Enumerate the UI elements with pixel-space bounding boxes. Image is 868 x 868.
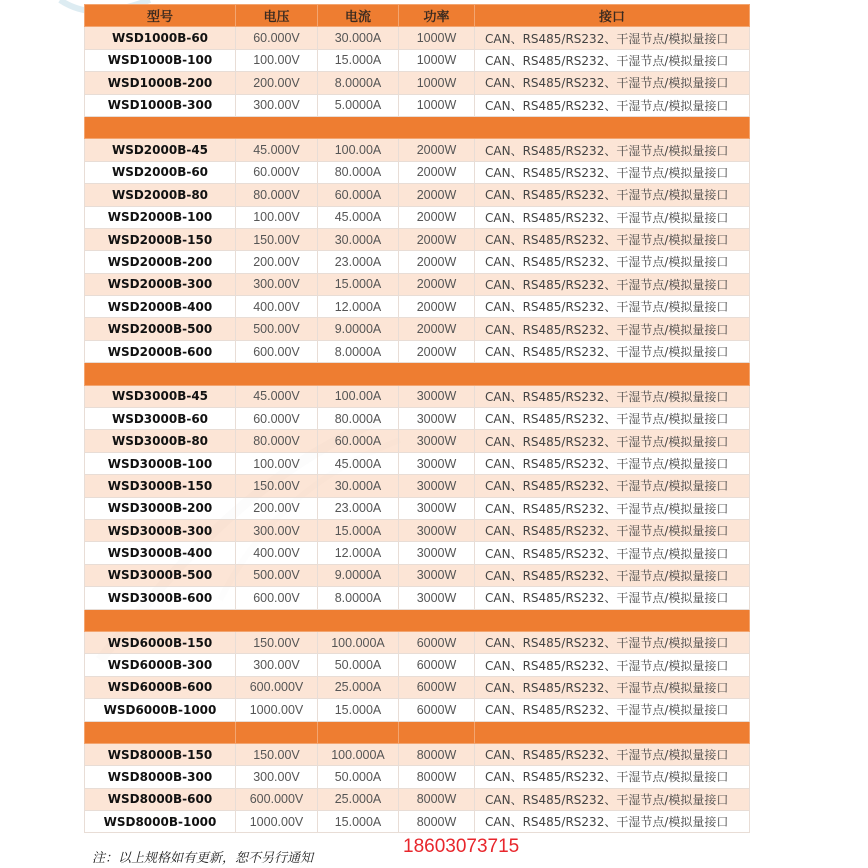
model-cell: WSD2000B-400: [85, 296, 236, 318]
table-row: [85, 811, 750, 833]
current-cell: 80.000A: [318, 161, 399, 183]
power-cell: 3000W: [399, 497, 475, 519]
group-separator-row: [85, 116, 750, 138]
current-cell: 100.00A: [318, 385, 399, 407]
voltage-cell: 200.00V: [236, 497, 318, 519]
power-cell: 6000W: [399, 631, 475, 653]
voltage-cell: 600.000V: [236, 788, 318, 810]
model-cell: WSD3000B-100: [85, 452, 236, 474]
model-cell: WSD3000B-200: [85, 497, 236, 519]
current-cell: 8.0000A: [318, 72, 399, 94]
table-row: [85, 475, 750, 497]
header-interface: 接口: [475, 5, 750, 27]
interface-cell: CAN、RS485/RS232、干湿节点/模拟量接口: [475, 251, 750, 273]
power-cell: 3000W: [399, 408, 475, 430]
current-cell: 25.000A: [318, 788, 399, 810]
table-row: [85, 385, 750, 407]
table-row: [85, 340, 750, 362]
current-cell: 12.000A: [318, 542, 399, 564]
model-cell: WSD2000B-500: [85, 318, 236, 340]
voltage-cell: 150.00V: [236, 228, 318, 250]
current-cell: 30.000A: [318, 228, 399, 250]
current-cell: 25.000A: [318, 676, 399, 698]
current-cell: 15.000A: [318, 49, 399, 71]
table-row: [85, 72, 750, 94]
interface-cell: CAN、RS485/RS232、干湿节点/模拟量接口: [475, 408, 750, 430]
power-cell: 3000W: [399, 385, 475, 407]
interface-cell: CAN、RS485/RS232、干湿节点/模拟量接口: [475, 699, 750, 721]
power-cell: 2000W: [399, 340, 475, 362]
voltage-cell: 600.00V: [236, 340, 318, 362]
interface-cell: CAN、RS485/RS232、干湿节点/模拟量接口: [475, 811, 750, 833]
power-cell: 2000W: [399, 228, 475, 250]
current-cell: 60.000A: [318, 430, 399, 452]
table-row: [85, 519, 750, 541]
table-header-row: [85, 5, 750, 27]
separator-cell: [475, 721, 750, 743]
current-cell: 45.000A: [318, 452, 399, 474]
power-cell: 8000W: [399, 766, 475, 788]
table-row: [85, 273, 750, 295]
model-cell: WSD3000B-600: [85, 587, 236, 609]
power-cell: 3000W: [399, 519, 475, 541]
model-cell: WSD1000B-100: [85, 49, 236, 71]
model-cell: WSD2000B-150: [85, 228, 236, 250]
current-cell: 100.000A: [318, 631, 399, 653]
model-cell: WSD6000B-600: [85, 676, 236, 698]
interface-cell: CAN、RS485/RS232、干湿节点/模拟量接口: [475, 631, 750, 653]
voltage-cell: 400.00V: [236, 296, 318, 318]
power-cell: 1000W: [399, 27, 475, 49]
current-cell: 15.000A: [318, 519, 399, 541]
power-cell: 3000W: [399, 587, 475, 609]
power-cell: 6000W: [399, 699, 475, 721]
power-cell: 2000W: [399, 296, 475, 318]
current-cell: 30.000A: [318, 475, 399, 497]
table-row: [85, 27, 750, 49]
voltage-cell: 300.00V: [236, 94, 318, 116]
interface-cell: CAN、RS485/RS232、干湿节点/模拟量接口: [475, 766, 750, 788]
current-cell: 60.000A: [318, 184, 399, 206]
interface-cell: CAN、RS485/RS232、干湿节点/模拟量接口: [475, 49, 750, 71]
model-cell: WSD2000B-80: [85, 184, 236, 206]
power-cell: 8000W: [399, 788, 475, 810]
interface-cell: CAN、RS485/RS232、干湿节点/模拟量接口: [475, 497, 750, 519]
power-cell: 3000W: [399, 542, 475, 564]
current-cell: 50.000A: [318, 766, 399, 788]
voltage-cell: 150.00V: [236, 631, 318, 653]
model-cell: WSD1000B-200: [85, 72, 236, 94]
voltage-cell: 45.000V: [236, 385, 318, 407]
model-cell: WSD2000B-600: [85, 340, 236, 362]
model-cell: WSD3000B-400: [85, 542, 236, 564]
table-row: [85, 49, 750, 71]
voltage-cell: 150.00V: [236, 475, 318, 497]
current-cell: 80.000A: [318, 408, 399, 430]
voltage-cell: 45.000V: [236, 139, 318, 161]
model-cell: WSD8000B-300: [85, 766, 236, 788]
voltage-cell: 1000.00V: [236, 699, 318, 721]
table-row: [85, 766, 750, 788]
current-cell: 5.0000A: [318, 94, 399, 116]
table-row: [85, 542, 750, 564]
interface-cell: CAN、RS485/RS232、干湿节点/模拟量接口: [475, 161, 750, 183]
model-cell: WSD2000B-45: [85, 139, 236, 161]
current-cell: 45.000A: [318, 206, 399, 228]
table-row: [85, 564, 750, 586]
interface-cell: CAN、RS485/RS232、干湿节点/模拟量接口: [475, 72, 750, 94]
model-cell: WSD1000B-60: [85, 27, 236, 49]
interface-cell: CAN、RS485/RS232、干湿节点/模拟量接口: [475, 206, 750, 228]
power-cell: 6000W: [399, 676, 475, 698]
power-cell: 1000W: [399, 94, 475, 116]
voltage-cell: 500.00V: [236, 564, 318, 586]
voltage-cell: 600.00V: [236, 587, 318, 609]
separator-cell: [85, 363, 750, 385]
separator-cell: [399, 721, 475, 743]
interface-cell: CAN、RS485/RS232、干湿节点/模拟量接口: [475, 296, 750, 318]
current-cell: 8.0000A: [318, 340, 399, 362]
interface-cell: CAN、RS485/RS232、干湿节点/模拟量接口: [475, 475, 750, 497]
interface-cell: CAN、RS485/RS232、干湿节点/模拟量接口: [475, 564, 750, 586]
header-current: 电流: [318, 5, 399, 27]
table-row: [85, 139, 750, 161]
model-cell: WSD2000B-100: [85, 206, 236, 228]
table-row: [85, 452, 750, 474]
table-row: [85, 408, 750, 430]
interface-cell: CAN、RS485/RS232、干湿节点/模拟量接口: [475, 676, 750, 698]
power-cell: 1000W: [399, 49, 475, 71]
interface-cell: CAN、RS485/RS232、干湿节点/模拟量接口: [475, 788, 750, 810]
header-voltage: 电压: [236, 5, 318, 27]
interface-cell: CAN、RS485/RS232、干湿节点/模拟量接口: [475, 542, 750, 564]
model-cell: WSD3000B-80: [85, 430, 236, 452]
interface-cell: CAN、RS485/RS232、干湿节点/模拟量接口: [475, 430, 750, 452]
voltage-cell: 60.000V: [236, 27, 318, 49]
table-row: [85, 497, 750, 519]
power-cell: 3000W: [399, 475, 475, 497]
table-row: [85, 228, 750, 250]
footer-note: 注：以上规格如有更新，恕不另行通知: [92, 851, 314, 866]
model-cell: WSD3000B-60: [85, 408, 236, 430]
interface-cell: CAN、RS485/RS232、干湿节点/模拟量接口: [475, 139, 750, 161]
power-cell: 2000W: [399, 184, 475, 206]
voltage-cell: 200.00V: [236, 72, 318, 94]
table-row: [85, 743, 750, 765]
group-separator-row: [85, 721, 750, 743]
current-cell: 30.000A: [318, 27, 399, 49]
separator-cell: [318, 721, 399, 743]
power-cell: 1000W: [399, 72, 475, 94]
interface-cell: CAN、RS485/RS232、干湿节点/模拟量接口: [475, 94, 750, 116]
power-cell: 2000W: [399, 206, 475, 228]
interface-cell: CAN、RS485/RS232、干湿节点/模拟量接口: [475, 743, 750, 765]
current-cell: 100.00A: [318, 139, 399, 161]
table-row: [85, 676, 750, 698]
interface-cell: CAN、RS485/RS232、干湿节点/模拟量接口: [475, 273, 750, 295]
interface-cell: CAN、RS485/RS232、干湿节点/模拟量接口: [475, 452, 750, 474]
model-cell: WSD8000B-1000: [85, 811, 236, 833]
interface-cell: CAN、RS485/RS232、干湿节点/模拟量接口: [475, 587, 750, 609]
table-row: [85, 94, 750, 116]
voltage-cell: 80.000V: [236, 430, 318, 452]
separator-cell: [85, 116, 750, 138]
model-cell: WSD6000B-1000: [85, 699, 236, 721]
power-cell: 3000W: [399, 430, 475, 452]
model-cell: WSD2000B-300: [85, 273, 236, 295]
power-cell: 3000W: [399, 564, 475, 586]
current-cell: 9.0000A: [318, 318, 399, 340]
model-cell: WSD3000B-45: [85, 385, 236, 407]
spec-table: [84, 4, 750, 833]
interface-cell: CAN、RS485/RS232、干湿节点/模拟量接口: [475, 385, 750, 407]
table-row: [85, 699, 750, 721]
voltage-cell: 80.000V: [236, 184, 318, 206]
table-row: [85, 430, 750, 452]
group-separator-row: [85, 609, 750, 631]
current-cell: 23.000A: [318, 497, 399, 519]
interface-cell: CAN、RS485/RS232、干湿节点/模拟量接口: [475, 318, 750, 340]
voltage-cell: 100.00V: [236, 49, 318, 71]
phone-number: 18603073715: [403, 836, 520, 857]
power-cell: 6000W: [399, 654, 475, 676]
voltage-cell: 300.00V: [236, 273, 318, 295]
header-power: 功率: [399, 5, 475, 27]
model-cell: WSD3000B-300: [85, 519, 236, 541]
table-row: [85, 184, 750, 206]
current-cell: 100.000A: [318, 743, 399, 765]
voltage-cell: 300.00V: [236, 654, 318, 676]
table-row: [85, 631, 750, 653]
model-cell: WSD6000B-150: [85, 631, 236, 653]
voltage-cell: 150.00V: [236, 743, 318, 765]
current-cell: 12.000A: [318, 296, 399, 318]
current-cell: 15.000A: [318, 699, 399, 721]
separator-cell: [85, 609, 750, 631]
table-row: [85, 296, 750, 318]
power-cell: 2000W: [399, 318, 475, 340]
power-cell: 2000W: [399, 273, 475, 295]
separator-cell: [236, 721, 318, 743]
separator-cell: [85, 721, 236, 743]
table-body: [85, 27, 750, 833]
interface-cell: CAN、RS485/RS232、干湿节点/模拟量接口: [475, 228, 750, 250]
model-cell: WSD8000B-150: [85, 743, 236, 765]
voltage-cell: 300.00V: [236, 766, 318, 788]
current-cell: 23.000A: [318, 251, 399, 273]
interface-cell: CAN、RS485/RS232、干湿节点/模拟量接口: [475, 27, 750, 49]
voltage-cell: 1000.00V: [236, 811, 318, 833]
voltage-cell: 60.000V: [236, 408, 318, 430]
current-cell: 50.000A: [318, 654, 399, 676]
table-row: [85, 587, 750, 609]
table-row: [85, 788, 750, 810]
power-cell: 2000W: [399, 139, 475, 161]
voltage-cell: 100.00V: [236, 452, 318, 474]
current-cell: 9.0000A: [318, 564, 399, 586]
interface-cell: CAN、RS485/RS232、干湿节点/模拟量接口: [475, 340, 750, 362]
table-row: [85, 251, 750, 273]
voltage-cell: 600.000V: [236, 676, 318, 698]
voltage-cell: 100.00V: [236, 206, 318, 228]
table-row: [85, 206, 750, 228]
power-cell: 8000W: [399, 811, 475, 833]
interface-cell: CAN、RS485/RS232、干湿节点/模拟量接口: [475, 654, 750, 676]
voltage-cell: 400.00V: [236, 542, 318, 564]
model-cell: WSD2000B-60: [85, 161, 236, 183]
model-cell: WSD2000B-200: [85, 251, 236, 273]
group-separator-row: [85, 363, 750, 385]
power-cell: 8000W: [399, 743, 475, 765]
model-cell: WSD8000B-600: [85, 788, 236, 810]
voltage-cell: 300.00V: [236, 519, 318, 541]
header-model: 型号: [85, 5, 236, 27]
table-row: [85, 161, 750, 183]
model-cell: WSD3000B-150: [85, 475, 236, 497]
power-cell: 3000W: [399, 452, 475, 474]
current-cell: 15.000A: [318, 811, 399, 833]
model-cell: WSD3000B-500: [85, 564, 236, 586]
voltage-cell: 200.00V: [236, 251, 318, 273]
model-cell: WSD1000B-300: [85, 94, 236, 116]
table-row: [85, 318, 750, 340]
model-cell: WSD6000B-300: [85, 654, 236, 676]
table-row: [85, 654, 750, 676]
voltage-cell: 60.000V: [236, 161, 318, 183]
current-cell: 8.0000A: [318, 587, 399, 609]
interface-cell: CAN、RS485/RS232、干湿节点/模拟量接口: [475, 184, 750, 206]
interface-cell: CAN、RS485/RS232、干湿节点/模拟量接口: [475, 519, 750, 541]
current-cell: 15.000A: [318, 273, 399, 295]
power-cell: 2000W: [399, 161, 475, 183]
voltage-cell: 500.00V: [236, 318, 318, 340]
power-cell: 2000W: [399, 251, 475, 273]
